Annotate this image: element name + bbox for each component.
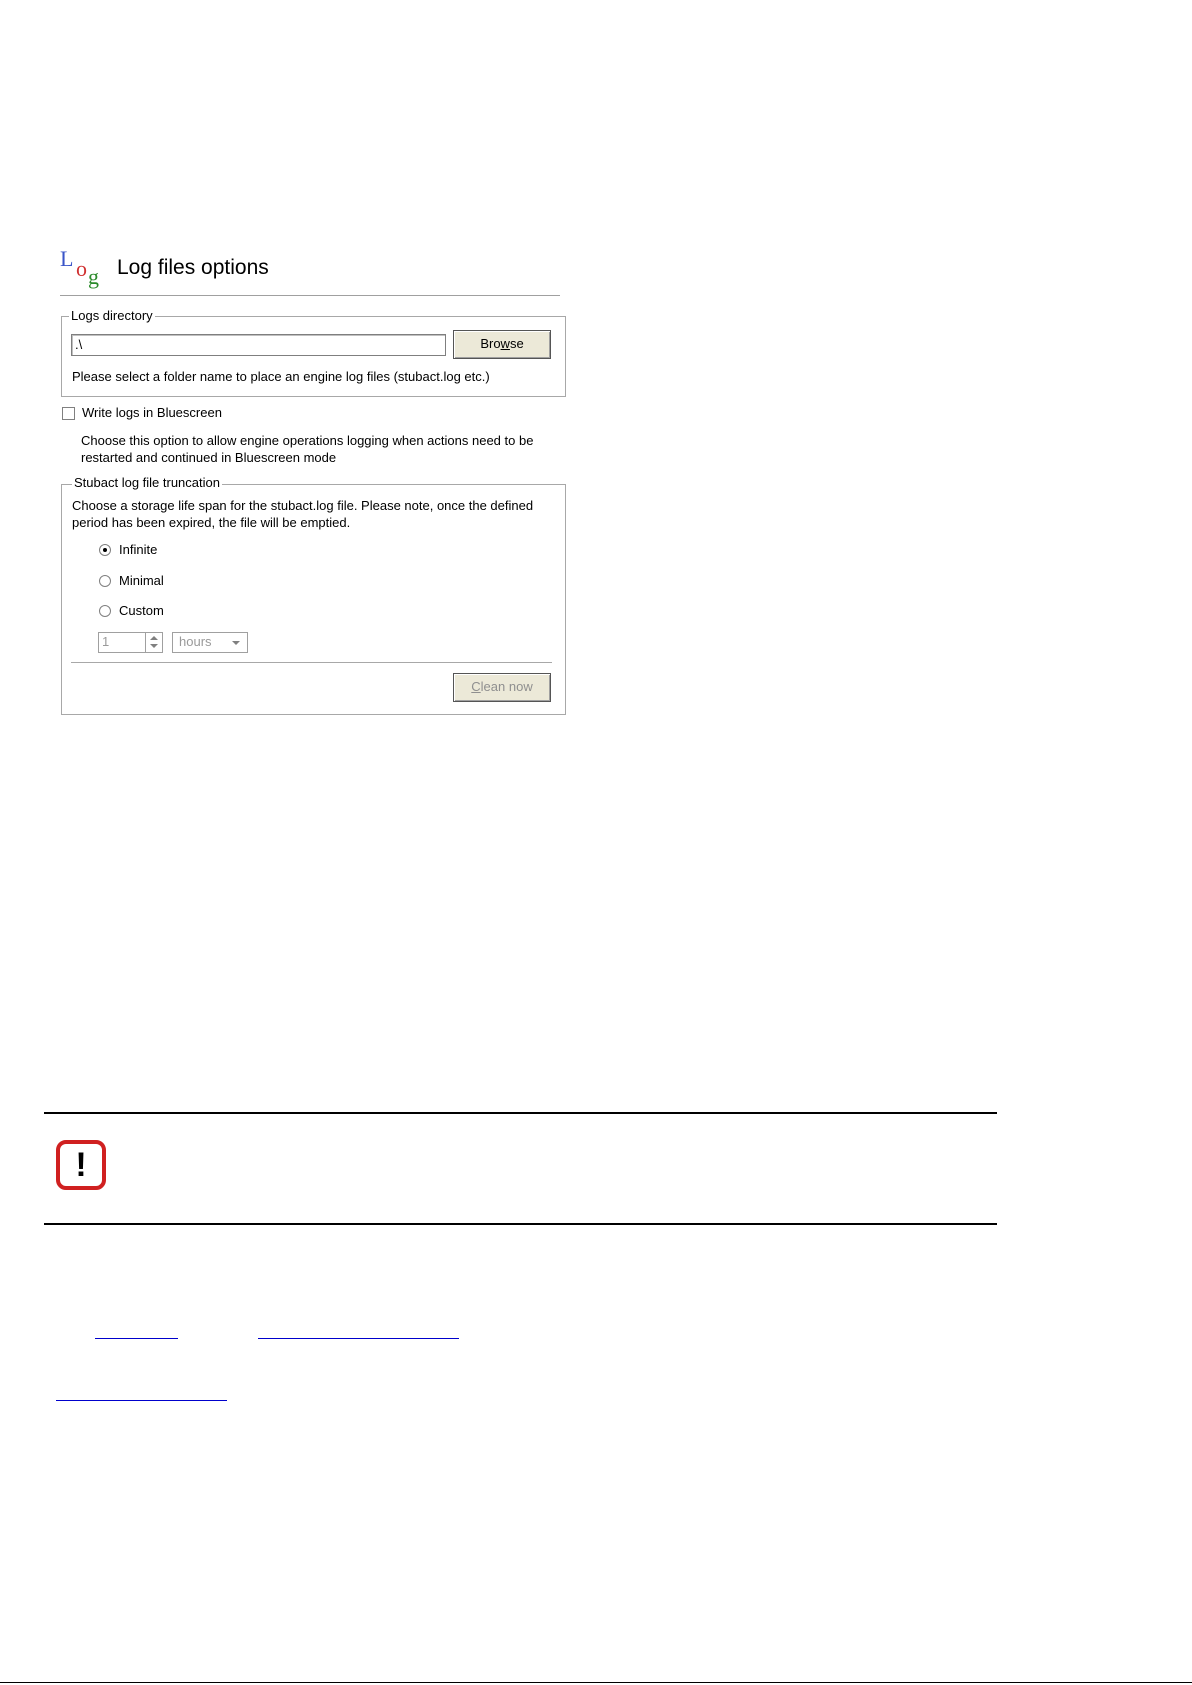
link-underline-3[interactable] [56,1400,227,1401]
page-bottom-rule [0,1682,1192,1683]
browse-button[interactable]: Browse [453,330,551,359]
exclamation-warning-icon: ! [56,1140,106,1190]
truncation-separator [71,662,552,663]
log-logo-icon: L o g [60,246,99,289]
title-divider [60,295,560,296]
truncation-description-line2: period has been expired, the file will be emptied. [72,515,351,530]
clean-now-button[interactable]: Clean now [453,673,551,702]
logs-directory-hint: Please select a folder name to place an engine log files (stubact.log etc.) [72,369,490,384]
spin-up-icon[interactable] [150,636,158,640]
custom-value-spinner[interactable] [98,632,163,653]
chevron-down-icon[interactable] [232,641,240,645]
truncation-description-line1: Choose a storage life span for the stubact.log file. Please note, once the defined [72,498,534,513]
spinner-buttons[interactable] [145,633,163,652]
custom-value-text: 1 [102,634,110,649]
radio-minimal-label[interactable]: Minimal [119,573,164,588]
link-underline-2[interactable] [258,1338,459,1339]
note-top-rule [44,1112,997,1114]
logs-directory-input[interactable]: .\ [71,334,446,356]
dialog-title: Log files options [117,256,269,279]
radio-infinite-label[interactable]: Infinite [119,542,158,557]
radio-minimal[interactable] [99,575,111,587]
truncation-legend: Stubact log file truncation [74,475,220,490]
radio-custom-label[interactable]: Custom [119,603,164,618]
write-logs-bluescreen-label[interactable]: Write logs in Bluescreen [82,405,222,420]
radio-infinite[interactable] [99,544,111,556]
note-bottom-rule [44,1223,997,1225]
bluescreen-description-line1: Choose this option to allow engine operations logging when actions need to be [81,433,534,448]
logs-directory-legend: Logs directory [71,308,153,323]
spin-down-icon[interactable] [150,644,158,648]
write-logs-bluescreen-checkbox[interactable] [62,407,75,420]
link-underline-1[interactable] [95,1338,178,1339]
bluescreen-description-line2: restarted and continued in Bluescreen mode [81,450,337,465]
custom-unit-select[interactable]: hours [172,632,248,653]
radio-custom[interactable] [99,605,111,617]
